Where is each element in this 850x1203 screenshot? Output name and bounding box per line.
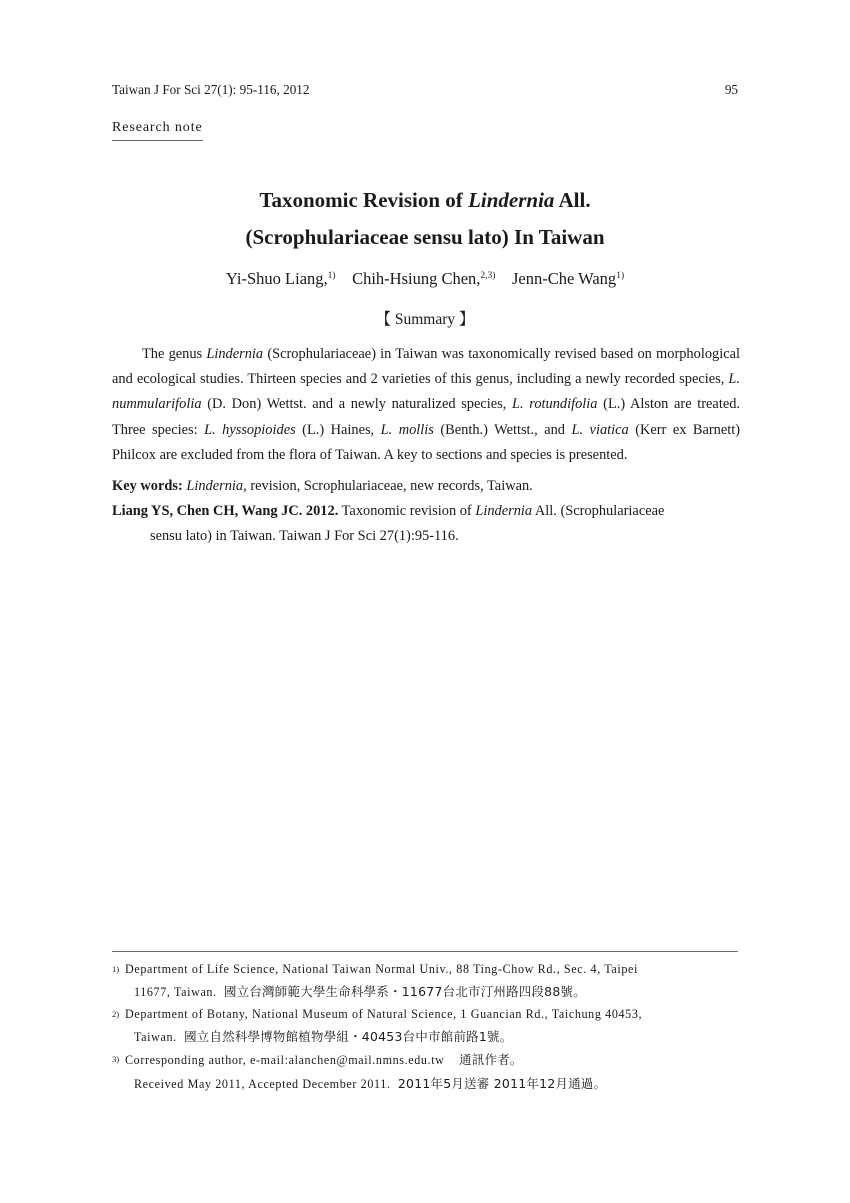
author-list	[112, 269, 738, 289]
abstract-italic-taxon: L. mollis	[380, 421, 434, 438]
footnote-text-cjk: 國立自然科學博物館植物學組・40453台中市館前路1號。	[184, 1028, 513, 1044]
keywords-values: , revision, Scrophulariaceae, new records, Taiwan.	[243, 478, 533, 494]
summary-heading: 【 Summary 】	[375, 311, 475, 328]
abstract-segment: (Scrophulariaceae) in Taiwan was taxonomically revised based on morphological and ecological studies. Thirteen species and 2 varieties of this genus, including a newly recorded species,	[112, 346, 740, 388]
footnote-marker: 2)	[112, 1008, 120, 1019]
abstract-italic-taxon: L. hyssopioides	[204, 421, 296, 438]
footnote-text-en: Taiwan.	[134, 1029, 177, 1044]
footnote-continuation	[125, 981, 742, 1004]
footnote-spacer	[391, 1077, 398, 1091]
footnote-affiliation-1	[112, 959, 742, 1003]
citation-continuation: sensu lato) in Taiwan. Taiwan J For Sci 27(1):95-116.	[150, 528, 459, 545]
abstract-italic-taxon: Lindernia	[206, 346, 264, 362]
footnote-marker: 1)	[112, 963, 120, 974]
title-segment: All.	[554, 188, 591, 212]
title-genus-italic: Lindernia	[468, 188, 555, 212]
author-affiliation-marker: 1)	[327, 271, 336, 282]
author-entry	[512, 269, 624, 288]
author-entry	[352, 269, 495, 288]
footnote-spacer	[217, 985, 224, 999]
author-name: Jenn-Che Wang	[511, 269, 617, 288]
footnote-text-en: 11677, Taiwan.	[134, 984, 217, 999]
footnote-text: Department of Botany, National Museum of Natural Science, 1 Guancian Rd., Taichung 40453,	[125, 1007, 643, 1021]
keywords-italic-term: Lindernia	[186, 478, 244, 494]
title-line-2: (Scrophulariaceae sensu lato) In Taiwan	[245, 225, 605, 249]
received-text-en: Received May 2011, Accepted December 2011.	[134, 1076, 391, 1091]
footnote-text-cjk: 國立台灣師範大學生命科學系・11677台北市汀州路四段88號。	[224, 983, 586, 999]
footnote-affiliation-2	[112, 1004, 742, 1048]
author-name: Yi-Shuo Liang,	[225, 269, 328, 288]
author-entry	[226, 269, 336, 288]
abstract-italic-taxon: L. rotundifolia	[512, 396, 598, 413]
abstract-segment: The genus	[142, 346, 207, 362]
article-type-label: Research note	[112, 120, 203, 141]
footnote-corresponding-author	[112, 1049, 742, 1072]
journal-citation-line: Taiwan J For Sci 27(1): 95-116, 2012	[112, 82, 310, 97]
abstract-italic-taxon: L. viatica	[571, 421, 629, 438]
citation-italic-genus: Lindernia	[475, 503, 533, 519]
keywords-label: Key words:	[112, 478, 183, 494]
footnote-text: Department of Life Science, National Taiwan Normal Univ., 88 Ting-Chow Rd., Sec. 4, Taipei	[125, 962, 639, 976]
author-affiliation-marker: 2,3)	[480, 271, 496, 282]
abstract-italic-taxon: L. nummularifolia	[112, 371, 740, 413]
citation-authors-year: Liang YS, Chen CH, Wang JC. 2012.	[112, 503, 339, 519]
how-to-cite	[112, 499, 740, 549]
author-name: Chih-Hsiung Chen,	[352, 269, 481, 288]
abstract-segment: (D. Don) Wettst. and a newly naturalized species,	[201, 396, 512, 413]
abstract-segment: (L.) Haines,	[295, 421, 381, 438]
footnote-block	[112, 959, 742, 1095]
article-title	[112, 182, 738, 256]
footnote-text-cjk: 通訊作者。	[459, 1052, 523, 1067]
footnote-divider	[112, 951, 738, 952]
citation-segment: Taxonomic revision of	[338, 503, 476, 519]
abstract-segment: (Benth.) Wettst., and	[433, 421, 572, 438]
citation-segment: All. (Scrophulariaceae	[532, 503, 665, 519]
footnote-continuation	[125, 1026, 742, 1049]
abstract-paragraph	[112, 342, 740, 468]
title-line-1	[259, 188, 590, 212]
footnote-marker: 3)	[112, 1053, 120, 1064]
received-accepted-line	[112, 1073, 742, 1096]
abstract-body	[112, 342, 740, 468]
abstract-segment: (Kerr ex Barnett) Philcox are excluded from the flora of Taiwan. A key to sections and species is presented.	[112, 421, 741, 463]
title-segment: Taxonomic Revision of	[259, 188, 469, 212]
running-head	[112, 82, 738, 98]
author-affiliation-marker: 1)	[616, 271, 625, 282]
keywords-line	[112, 474, 740, 499]
footnote-spacer	[177, 1030, 184, 1044]
footnote-spacer	[448, 1053, 455, 1067]
received-text-cjk: 2011年5月送審 2011年12月通過。	[397, 1075, 607, 1091]
footnote-text: Corresponding author, e-mail:alanchen@mail.nmns.edu.tw	[125, 1053, 445, 1067]
page-number: 95	[724, 82, 738, 97]
abstract-segment: (L.) Alston are treated. Three species:	[112, 396, 740, 438]
